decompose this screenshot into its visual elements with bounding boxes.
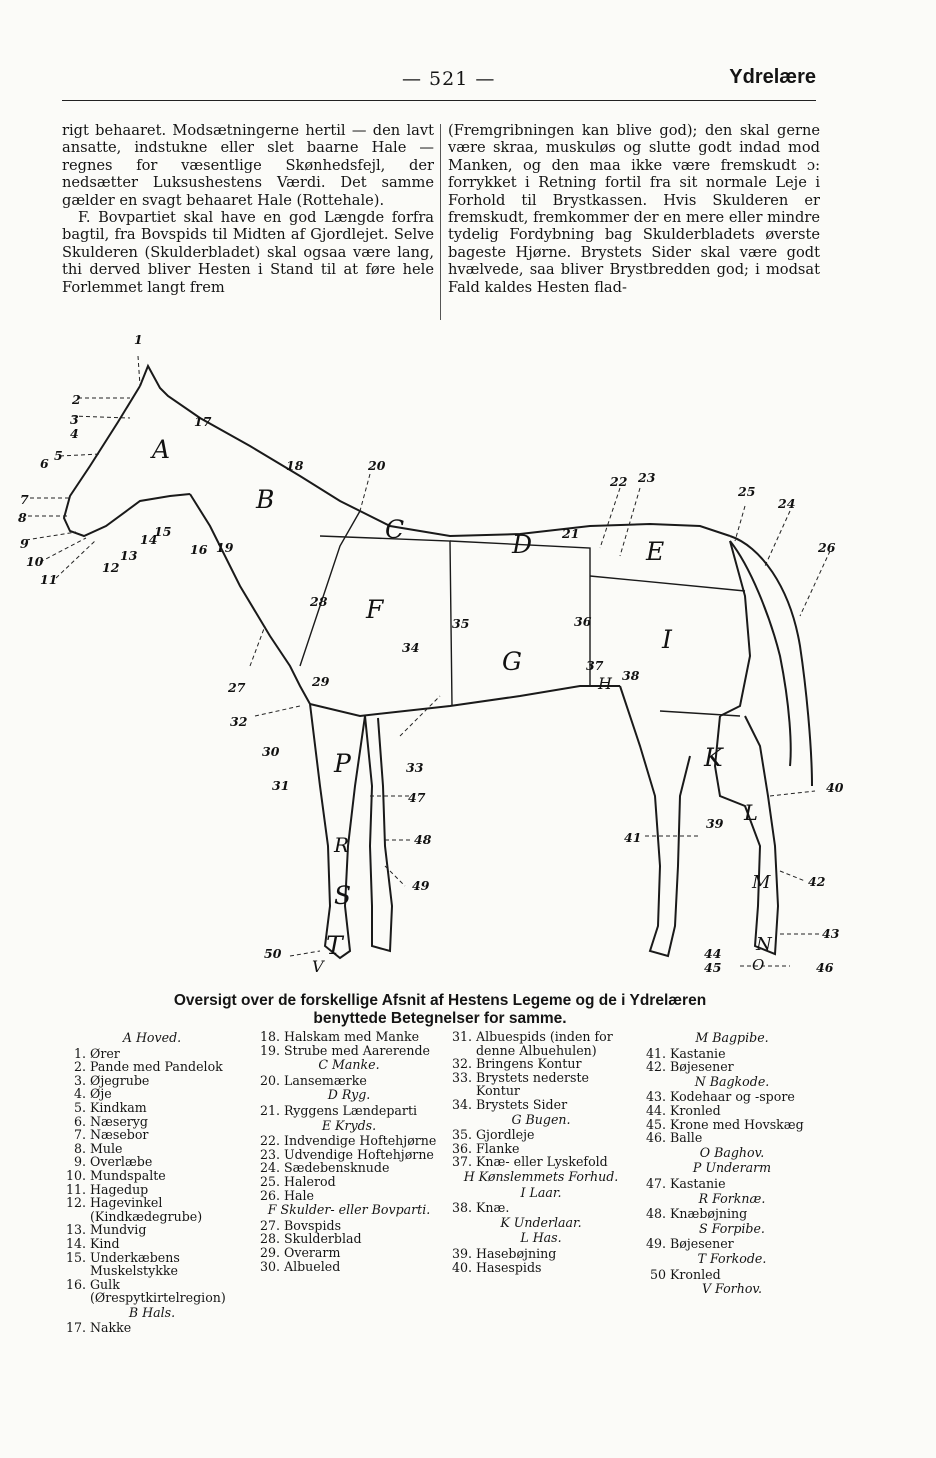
legend-entry-number: 10. <box>65 1167 86 1183</box>
legend-entry-text: Underkæbens Muskelstykke <box>90 1249 180 1279</box>
legend-entry-text: Øjegrube <box>90 1072 150 1088</box>
hind-thigh-outline <box>720 541 750 716</box>
label-2: 2 <box>72 392 81 407</box>
legend-entry <box>448 1247 634 1261</box>
region-letter-s: S <box>334 881 352 910</box>
region-letter-m: M <box>752 872 771 893</box>
legend-entry-number: 5. <box>73 1099 86 1115</box>
legend-entry-text: Albueled <box>284 1258 341 1274</box>
legend-entry-number: 36. <box>451 1140 472 1156</box>
legend-entry-text: Lansemærke <box>284 1072 367 1088</box>
legend-entry-text: Hasebøjning <box>476 1245 557 1261</box>
legend-section-title: F Skulder- eller Bovparti. <box>267 1202 431 1218</box>
label-13: 13 <box>120 548 138 563</box>
label-1: 1 <box>134 332 143 347</box>
legend-entry <box>642 1047 822 1061</box>
label-26: 26 <box>818 540 836 555</box>
legend-entry-number: 26. <box>259 1187 280 1203</box>
legend-entry-number: 15. <box>65 1249 86 1265</box>
region-letters <box>150 435 773 976</box>
legend-entry-text: Bovspids <box>284 1217 342 1233</box>
legend-entry-number: 45. <box>645 1116 666 1132</box>
label-25: 25 <box>738 484 756 499</box>
legend-entry <box>62 1223 242 1237</box>
legend-section-title: E Kryds. <box>321 1117 377 1133</box>
legend-section-title: R Forknæ. <box>698 1190 766 1206</box>
legend-entry-number: 32. <box>451 1056 472 1072</box>
legend-entry-number: 8. <box>73 1140 86 1156</box>
legend-entry-text: Udvendige Hoftehjørne <box>284 1146 434 1162</box>
region-letter-p: P <box>334 749 351 778</box>
region-letter-g: G <box>502 647 522 676</box>
legend-entry-text: Kodehaar og -spore <box>670 1089 795 1105</box>
legend-entry-text: Mundspalte <box>90 1167 166 1183</box>
region-letter-o: O <box>752 956 765 974</box>
label-18: 18 <box>286 458 304 473</box>
legend-entry <box>62 1101 242 1115</box>
legend-entry-text: Hale <box>284 1187 314 1203</box>
region-letter-t: T <box>326 931 343 960</box>
legend-entry-text: Nakke <box>90 1320 132 1336</box>
legend-section-title: B Hals. <box>128 1304 176 1320</box>
legend-entry-text: Pande med Pandelok <box>90 1059 223 1075</box>
label-49: 49 <box>412 878 430 893</box>
label-48: 48 <box>414 832 432 847</box>
legend-entry-number: 28. <box>259 1231 280 1247</box>
legend-entry-text: Bøjesener <box>670 1059 734 1075</box>
legend-column <box>642 1030 822 1298</box>
legend-entry-text: Hasespids <box>476 1259 542 1275</box>
label-9: 9 <box>20 536 29 551</box>
legend-entry <box>62 1183 242 1197</box>
legend-entry-text: Sædebensknude <box>284 1160 390 1176</box>
legend-entry-number: 35. <box>451 1127 472 1143</box>
legend-entry-number: 13. <box>65 1222 86 1238</box>
region-letter-e: E <box>646 537 665 566</box>
legend-entry-text: Mundvig <box>90 1222 147 1238</box>
legend-entry-text: Bringens Kontur <box>476 1056 582 1072</box>
legend-entry-text: Halskam med Manke <box>284 1029 420 1044</box>
belly-outline <box>310 686 620 716</box>
legend-entry <box>62 1060 242 1074</box>
region-letter-h: H <box>598 674 612 693</box>
legend-entry <box>62 1087 242 1101</box>
figure-caption <box>60 992 820 1028</box>
legend-entry <box>256 1030 442 1044</box>
legend-entry-number: 29. <box>259 1244 280 1260</box>
legend-section-title: D Ryg. <box>327 1087 371 1103</box>
legend-entry-number: 2. <box>73 1059 86 1075</box>
region-letter-r: R <box>334 833 350 857</box>
horse-diagram <box>0 326 936 992</box>
page-header <box>62 66 816 101</box>
legend-entry <box>256 1104 442 1118</box>
label-45: 45 <box>704 960 722 975</box>
label-5: 5 <box>54 448 63 463</box>
label-39: 39 <box>706 816 724 831</box>
legend-entry-text: Brystets nederste Kontur <box>476 1069 589 1099</box>
region-letter-i: I <box>662 625 672 654</box>
legend-entry-text: Knæ. <box>476 1200 510 1216</box>
region-letter-a: A <box>152 435 171 464</box>
legend-entry <box>256 1189 442 1203</box>
legend-section-title: H Kønslemmets Forhud. <box>463 1168 619 1184</box>
label-36: 36 <box>574 614 592 629</box>
legend-entry-text: Kronled <box>670 1102 721 1118</box>
legend-entry-number: 27. <box>259 1217 280 1233</box>
label-3: 3 <box>70 412 79 427</box>
legend-entry-text: Flanke <box>476 1140 520 1156</box>
legend-entry <box>448 1098 634 1112</box>
legend-entry <box>448 1155 634 1169</box>
legend-section-title: A Hoved. <box>122 1030 182 1045</box>
legend-section-title: T Forkode. <box>697 1250 767 1266</box>
legend-entry-number: 23. <box>259 1146 280 1162</box>
legend-entry-number: 33. <box>451 1069 472 1085</box>
legend-entry <box>448 1201 634 1215</box>
neck-top-outline <box>140 366 360 511</box>
legend-entry <box>62 1278 242 1305</box>
legend-entry-text: Knæ- eller Lyskefold <box>476 1154 608 1170</box>
legend-column <box>62 1030 242 1335</box>
tail-outline <box>730 536 812 786</box>
legend-entry <box>62 1251 242 1278</box>
legend-entry <box>62 1155 242 1169</box>
legend-column <box>448 1030 634 1274</box>
legend-entry <box>62 1196 242 1223</box>
legend-entry-number: 25. <box>259 1173 280 1189</box>
legend-entry-text: Krone med Hovskæg <box>670 1116 804 1132</box>
legend-entry-number: 12. <box>65 1195 86 1211</box>
label-14: 14 <box>140 532 158 547</box>
caption-line: benyttede Betegnelser for samme. <box>313 1010 567 1027</box>
label-12: 12 <box>102 560 120 575</box>
label-41: 41 <box>624 830 642 845</box>
legend-section-title: O Baghov. <box>699 1144 765 1160</box>
region-line <box>320 536 452 706</box>
legend-entry-number: 37. <box>451 1154 472 1170</box>
legend-section-title: S Forpibe. <box>699 1220 765 1236</box>
front-leg-outline <box>310 704 365 958</box>
number-labels <box>18 332 844 975</box>
legend-entry-number: 47. <box>645 1175 666 1191</box>
label-30: 30 <box>262 744 280 759</box>
legend-entry <box>256 1074 442 1088</box>
legend-entry-text: Næseryg <box>90 1113 148 1129</box>
legend-entry <box>642 1177 822 1191</box>
legend-entry <box>256 1219 442 1233</box>
legend-entry-text: Gjordleje <box>476 1127 535 1143</box>
label-17: 17 <box>194 414 212 429</box>
legend-entry-text: Næsebor <box>90 1127 149 1143</box>
text-column-left <box>62 122 434 296</box>
label-11: 11 <box>40 572 58 587</box>
label-37: 37 <box>586 658 604 673</box>
legend-entry-number: 16. <box>65 1276 86 1292</box>
legend-entry <box>256 1175 442 1189</box>
legend-entry-text: Halerod <box>284 1173 336 1189</box>
hind-leg-2-outline <box>715 716 778 954</box>
legend-entry-text: Overarm <box>284 1244 341 1260</box>
label-33: 33 <box>406 760 424 775</box>
legend-entry <box>642 1060 822 1074</box>
region-letter-n: N <box>756 934 772 955</box>
legend-entry <box>62 1115 242 1129</box>
region-letter-v: V <box>312 957 324 976</box>
legend-entry <box>448 1057 634 1071</box>
label-43: 43 <box>822 926 840 941</box>
legend-entry-number: 11. <box>65 1181 86 1197</box>
legend-entry-text: Øje <box>90 1086 112 1102</box>
label-4: 4 <box>70 426 79 441</box>
legend-section-title: K Underlaar. <box>500 1214 582 1230</box>
legend-entry <box>256 1161 442 1175</box>
legend-entry-number: 18. <box>259 1029 280 1044</box>
legend-entry <box>62 1169 242 1183</box>
column-divider <box>440 124 441 320</box>
horse-figure <box>0 326 936 992</box>
legend-entry-text: Kastanie <box>670 1045 726 1061</box>
legend-entry-text: Skulderblad <box>284 1231 362 1247</box>
legend-entry <box>642 1268 822 1282</box>
legend-entry <box>448 1128 634 1142</box>
legend-entry-text: Overlæbe <box>90 1154 153 1170</box>
legend-section-title: C Manke. <box>318 1057 380 1073</box>
back-outline <box>360 511 730 536</box>
legend-entry-number: 3. <box>73 1072 86 1088</box>
legend-entry <box>62 1142 242 1156</box>
legend-entry-text: Balle <box>670 1130 703 1146</box>
legend-section-title: M Bagpibe. <box>695 1030 769 1045</box>
legend-entry-number: 40. <box>451 1259 472 1275</box>
legend-entry-number: 20. <box>259 1072 280 1088</box>
label-23: 23 <box>638 470 656 485</box>
legend-entry-text: Strube med Aarerende <box>284 1042 430 1058</box>
hind-leg-outline <box>620 686 690 956</box>
legend-section-title: L Has. <box>520 1230 562 1246</box>
legend-entry-text: Bøjesener <box>670 1236 734 1252</box>
legend-entry-number: 14. <box>65 1235 86 1251</box>
legend-column <box>256 1030 442 1273</box>
legend-entry-text: Albuespids (inden for denne Albuehulen) <box>476 1029 613 1058</box>
legend-entry <box>62 1237 242 1251</box>
region-line <box>590 576 745 591</box>
legend-entry <box>642 1118 822 1132</box>
legend-entry <box>642 1090 822 1104</box>
label-40: 40 <box>826 780 844 795</box>
label-16: 16 <box>190 542 208 557</box>
legend-entry <box>62 1321 242 1335</box>
label-50: 50 <box>264 946 282 961</box>
legend-entry-text: Gulk (Ørespytkirtelregion) <box>90 1276 226 1306</box>
legend-entry-number: 17. <box>65 1320 86 1336</box>
legend-entry <box>448 1142 634 1156</box>
label-32: 32 <box>230 714 248 729</box>
label-24: 24 <box>778 496 796 511</box>
label-34: 34 <box>402 640 420 655</box>
legend-entry <box>642 1104 822 1118</box>
legend-entry-text: Ører <box>90 1045 120 1061</box>
legend-entry <box>256 1246 442 1260</box>
legend-entry-number: 49. <box>645 1236 666 1252</box>
region-letter-f: F <box>366 595 384 624</box>
region-letter-c: C <box>385 515 405 544</box>
paragraph: rigt behaaret. Modsætningerne hertil — den lavt ansatte, indstukne eller slet baarne Hale — regnes for væsentlige Skønhedsfejl, der nedsætter Luksushestens Værdi. Det samme gælder en svagt behaaret Hale (Rottehale). <box>62 122 434 209</box>
legend-entry-text: Mule <box>90 1140 123 1156</box>
label-44: 44 <box>704 946 722 961</box>
legend-entry-text: Hagedup <box>90 1181 149 1197</box>
label-20: 20 <box>368 458 386 473</box>
legend-entry-text: Ryggens Lændeparti <box>284 1102 418 1118</box>
legend-entry <box>448 1030 634 1057</box>
legend-entry-number: 22. <box>259 1133 280 1149</box>
legend-entry <box>256 1232 442 1246</box>
legend-entry <box>256 1148 442 1162</box>
legend-entry-text: Kind <box>90 1235 120 1251</box>
legend-entry-text: Kronled <box>670 1266 721 1282</box>
legend-entry-number: 21. <box>259 1102 280 1118</box>
legend-entry-text: Kastanie <box>670 1175 726 1191</box>
label-28: 28 <box>310 594 328 609</box>
legend-entry <box>448 1261 634 1275</box>
legend-entry-number: 46. <box>645 1130 666 1146</box>
legend-entry <box>62 1074 242 1088</box>
text-column-right <box>448 122 820 296</box>
region-letter-d: D <box>512 530 533 559</box>
legend-entry-number: 19. <box>259 1042 280 1058</box>
legend-entry-number: 4. <box>73 1086 86 1102</box>
caption-line: Oversigt over de forskellige Afsnit af Hestens Legeme og de i Ydrelæren <box>173 992 707 1009</box>
legend-entry-number: 41. <box>645 1045 666 1061</box>
legend-entry-text: Hagevinkel (Kindkædegrube) <box>90 1195 203 1224</box>
legend-entry-number: 30. <box>259 1258 280 1274</box>
legend-entry-number: 50 <box>649 1266 666 1282</box>
legend-entry <box>642 1237 822 1251</box>
region-letter-l: L <box>744 801 758 825</box>
label-31: 31 <box>272 778 290 793</box>
legend-entry-number: 44. <box>645 1102 666 1118</box>
label-42: 42 <box>808 874 826 889</box>
legend-entry <box>256 1134 442 1148</box>
legend-entry-number: 6. <box>73 1113 86 1129</box>
legend-entry-number: 7. <box>73 1127 86 1143</box>
label-15: 15 <box>154 524 172 539</box>
legend-entry-number: 42. <box>645 1059 666 1075</box>
legend-entry <box>62 1128 242 1142</box>
label-7: 7 <box>20 492 29 507</box>
legend-entry-number: 48. <box>645 1206 666 1222</box>
legend-entry-number: 24. <box>259 1160 280 1176</box>
legend-section-title: G Bugen. <box>511 1111 571 1127</box>
label-27: 27 <box>228 680 246 695</box>
legend-entry-number: 34. <box>451 1096 472 1112</box>
legend-entry-number: 1. <box>73 1045 86 1061</box>
front-leg-2-outline <box>365 716 392 951</box>
legend-section-title: P Underarm <box>692 1160 772 1176</box>
region-letter-k: K <box>704 743 723 772</box>
label-35: 35 <box>452 616 470 631</box>
legend-entry <box>256 1260 442 1274</box>
legend-entry <box>62 1047 242 1061</box>
legend-entry-number: 9. <box>73 1154 86 1170</box>
legend-entry <box>448 1071 634 1098</box>
legend-section-title: V Forhov. <box>701 1281 763 1297</box>
legend-section-title: I Laar. <box>520 1184 562 1200</box>
legend-entry-text: Kindkam <box>90 1099 147 1115</box>
legend-entry-number: 31. <box>451 1029 472 1044</box>
legend-entry-text: Indvendige Hoftehjørne <box>284 1133 437 1149</box>
label-29: 29 <box>312 674 330 689</box>
label-8: 8 <box>18 510 27 525</box>
legend-entry-number: 43. <box>645 1089 666 1105</box>
paragraph: F. Bovpartiet skal have en god Længde forfra bagtil, fra Bovspids til Midten af Gjordlejet. Selve Skulderen (Skulderbladet) skal ogsaa være lang, thi derved bliver Hesten i Stand til at føre hele Forlemmet langt frem <box>62 209 434 296</box>
label-22: 22 <box>610 474 628 489</box>
paragraph: (Fremgribningen kan blive god); den skal gerne være skraa, muskuløs og slutte godt indad mod Manken, og den maa ikke være fremskudt ɔ: forrykket i Retning fortil fra sit normale Leje i Forhold til Brystkassen. Hvis Skulderen er fremskudt, fremkommer der en mere eller mindre tydelig Fordybning bag Skulderbladets øverste bageste Hjørne. Brystets Sider skal være godt hvælvede, saa bliver Brystbredden god; i modsat Fald kaldes Hesten flad- <box>448 122 820 296</box>
legend-section-title: N Bagkode. <box>694 1073 770 1089</box>
legend-entry-text: Brystets Sider <box>476 1096 568 1112</box>
label-21: 21 <box>562 526 580 541</box>
legend-entry-number: 39. <box>451 1245 472 1261</box>
throat-chest-outline <box>190 494 310 704</box>
page-number: — 521 — <box>402 68 496 90</box>
legend-entry <box>256 1044 442 1058</box>
legend-entry-number: 38. <box>451 1200 472 1216</box>
label-38: 38 <box>622 668 640 683</box>
legend-entry <box>642 1131 822 1145</box>
running-title: Ydrelære <box>729 66 816 88</box>
label-6: 6 <box>40 456 49 471</box>
label-47: 47 <box>408 790 426 805</box>
label-10: 10 <box>26 554 44 569</box>
face-outline <box>64 386 190 536</box>
legend-entry-text: Knæbøjning <box>670 1206 748 1222</box>
region-letter-b: B <box>256 485 275 514</box>
shoulder-line <box>300 511 360 666</box>
legend-entry <box>642 1207 822 1221</box>
label-46: 46 <box>816 960 834 975</box>
label-19: 19 <box>216 540 234 555</box>
